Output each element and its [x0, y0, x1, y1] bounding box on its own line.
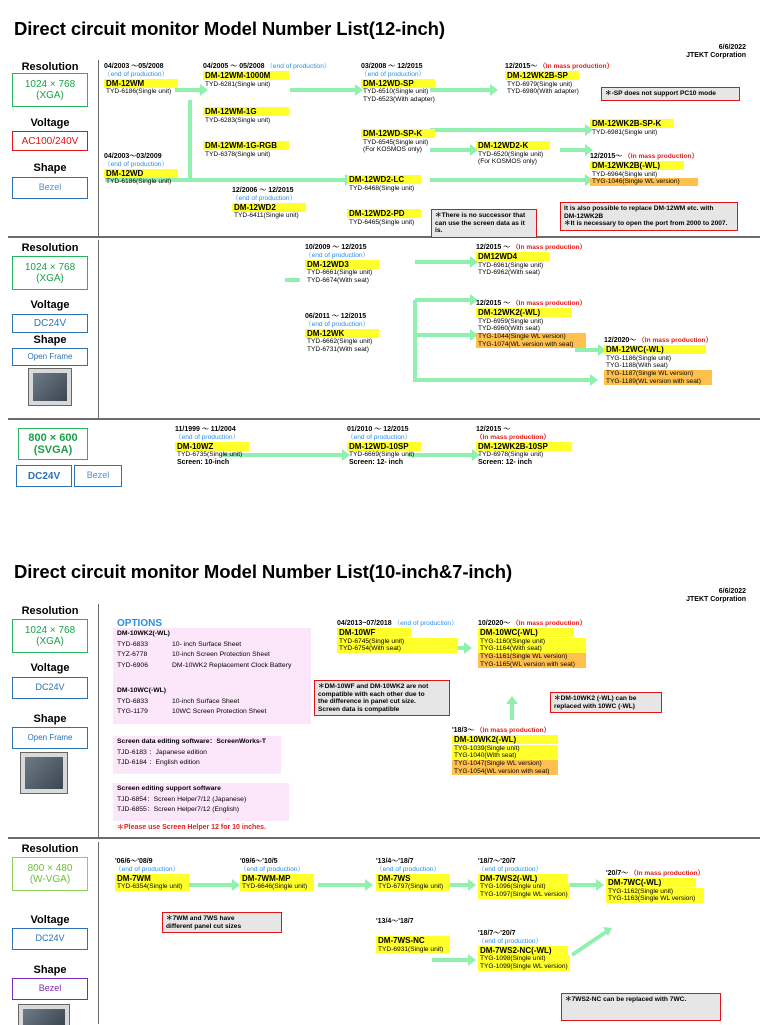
part-number: TYD-6378(Single unit): [205, 150, 271, 158]
part-number-wl: TYG-1187(Single WL version): [604, 370, 712, 378]
production-date: 04/2003 ～05/2008: [104, 63, 164, 70]
model-name: DM-12WK2B-10SP: [476, 442, 572, 451]
screen-size: Screen: 12- inch: [478, 459, 533, 467]
model-name: DM-10WZ: [175, 442, 249, 451]
production-status: （In mass production）: [630, 870, 705, 877]
model-name: DM-12WM: [104, 79, 178, 88]
model-name: DM-7WS-NC: [376, 936, 450, 945]
p1s1-resolution-label: Resolution: [21, 61, 79, 73]
production-status: （end of production）: [266, 63, 331, 70]
part-number-wl: TYG-1046(Single WL version): [590, 178, 698, 186]
production-date: '09/6～'10/5: [240, 858, 278, 865]
option-code: TYZ-6778: [117, 651, 148, 659]
product-dm-10wc-wl: [478, 620, 586, 668]
note-line: compatible with each other due to: [318, 690, 425, 698]
production-date: 12/2015 ～: [476, 244, 511, 251]
model-name: DM-7WS2-NC(-WL): [478, 946, 568, 955]
option-code: TYD-6833: [117, 697, 148, 705]
page2-title: Direct circuit monitor Model Number List(10-inch&7-inch): [14, 561, 513, 582]
part-number: TYD-6662(Single unit): [307, 338, 373, 346]
part-number: TYD-6354(Single unit): [115, 883, 189, 891]
production-status: （end of production）: [115, 866, 180, 874]
option-row: TJD-6855：Screen Helper7/12 (English): [117, 806, 240, 814]
part-number: TYD-6978(Single unit): [478, 451, 544, 459]
model-name: DM-12WD2-LC: [347, 175, 421, 184]
note-text: (For KOSMOS only): [478, 158, 537, 166]
part-number: TYD-6980(With adapter): [507, 88, 579, 96]
part-number: TYD-6960(With seat): [478, 325, 540, 333]
p1s2-shape-label: Shape: [33, 334, 67, 346]
model-name: DM-12WK2(-WL): [476, 308, 572, 317]
part-number: TYG-1099(Single WL version): [480, 963, 568, 971]
production-status: （In mass production）: [512, 300, 587, 307]
p2s2-res-line2: (W-VGA): [29, 874, 71, 885]
option-code: TYD-6906: [117, 661, 148, 669]
production-date: '18/7～'20/7: [478, 930, 516, 937]
production-status: （In mass production）: [476, 434, 551, 442]
production-status: （end of production）: [393, 620, 458, 627]
note-line: Screen data is compatible: [318, 705, 400, 713]
note-10wk2-replace: [550, 692, 662, 713]
production-status: （In mass production）: [512, 244, 587, 251]
part-number: TYD-6931(Single unit): [376, 946, 450, 954]
page1-title: Direct circuit monitor Model Number List(12-inch): [14, 18, 445, 39]
production-date: 04/2005 ～ 05/2008: [203, 63, 265, 70]
p1s2-res-line1: 1024 × 768: [24, 262, 76, 273]
option-code: TYG-1179: [117, 708, 148, 716]
note-line: different panel cut sizes: [166, 922, 242, 930]
note-line: ＊DM-10WK2 (-WL) can be: [554, 695, 637, 702]
p2s2-res-line1: 800 × 480: [27, 863, 73, 874]
model-name: DM-7WM-MP: [240, 874, 314, 883]
part-number: TYG-1160(Single unit): [478, 638, 586, 646]
page2-company: JTEKT Corpration: [686, 596, 746, 603]
product-dm-10wk2-wl: [452, 727, 558, 775]
production-date: '13/4～'18/7: [376, 858, 414, 865]
note-10wf-incompatible: [314, 680, 450, 716]
part-number: TYG-1162(Single unit): [606, 888, 704, 896]
model-name: DM-12WK: [305, 329, 379, 338]
p1s1-shape-label: Shape: [33, 162, 67, 174]
part-number: TYD-6961(Single unit): [478, 261, 544, 269]
model-name: DM-12WD-SP-K: [361, 129, 435, 138]
part-number: TYD-6745(Single unit): [337, 638, 458, 646]
part-number: TYD-6964(Single unit): [592, 170, 658, 178]
part-number: TYD-6545(Single unit): [363, 138, 429, 146]
part-number: TYD-6674(With seat): [307, 277, 369, 285]
production-date: 01/2010 ～ 12/2015: [347, 426, 409, 433]
part-number: TYD-6646(Single unit): [240, 883, 314, 891]
part-number: TYG-1186(Single unit): [606, 354, 672, 362]
p1s2-voltage-label: Voltage: [30, 299, 70, 311]
production-status: （end of production）: [175, 434, 240, 442]
p2s1-res-line1: 1024 × 768: [24, 625, 76, 636]
options-group-title: Screen data editing software：ScreenWorks-T: [117, 738, 267, 745]
model-name: DM-12WD3: [305, 260, 379, 269]
screen-size: Screen: 10-inch: [177, 459, 230, 467]
model-name: DM-12WM-1G: [203, 107, 289, 116]
production-status: （end of production）: [240, 866, 305, 874]
production-status: （end of production）: [478, 866, 543, 874]
part-number: TYD-6510(Single unit): [363, 88, 429, 96]
option-row: TJD-6854：Screen Helper7/12 (Japanese): [117, 795, 247, 803]
part-number-wl: TYG-1189(WL version with seat): [604, 378, 712, 386]
model-name: DM-12WD2: [232, 203, 306, 212]
product-dm-7ws: [376, 858, 450, 891]
p2s2-voltage-label: Voltage: [30, 914, 70, 926]
part-number-wl: TYG-1161(Single WL version): [478, 653, 586, 661]
part-number: TYD-6979(Single unit): [507, 80, 573, 88]
model-name: DM-12WC(-WL): [604, 345, 706, 354]
page1-company: JTEKT Corpration: [686, 52, 746, 59]
part-number: TYD-6281(Single unit): [205, 80, 271, 88]
page2-date: 6/6/2022: [718, 588, 746, 595]
note-line: the difference in panel cut size.: [318, 698, 416, 706]
note-sp-pc10: ＊-SP does not support PC10 mode: [601, 87, 740, 101]
p2s1-res-line2: (XGA): [36, 636, 64, 647]
p2s1-voltage-label: Voltage: [30, 662, 70, 674]
part-number: TYD-6669(Single unit): [349, 451, 415, 459]
p1s3-voltage-box: DC24V: [16, 465, 72, 487]
production-date: 11/1999 ～ 11/2004: [175, 426, 236, 433]
production-status: （In mass production）: [539, 63, 614, 70]
part-number: TYG-1098(Single unit): [478, 955, 570, 963]
production-date: '06/6～'08/9: [115, 858, 153, 865]
model-name: DM-10WF: [337, 628, 411, 637]
p1s1-voltage-box: AC100/240V: [12, 131, 88, 151]
part-number: TYD-6962(With seat): [478, 269, 540, 277]
part-number: TYD-6186(Single unit): [106, 178, 172, 186]
production-date: '18/3～: [452, 727, 475, 734]
option-row: TJD-6183 ：Japanese edition: [117, 748, 207, 756]
note-line: replaced with 10WC (-WL): [554, 702, 635, 710]
part-number: TYG-1040(With seat): [452, 752, 558, 760]
part-number: TYG-1039(Single unit): [452, 745, 558, 753]
p1s2-resolution-label: Resolution: [21, 242, 79, 254]
p1s1-res-line1: 1024 × 768: [24, 79, 76, 90]
options-group-title: DM-10WK2(-WL): [117, 630, 170, 637]
production-date: 06/2011 ～ 12/2015: [305, 313, 367, 320]
part-number: TYD-6186(Single unit): [106, 88, 172, 96]
p1s3-res-line2: (SVGA): [33, 444, 73, 456]
production-date: 10/2020～: [478, 620, 511, 627]
production-status: （end of production）: [104, 71, 169, 79]
production-date: 12/2015 ～: [476, 300, 511, 307]
part-number: TYD-6731(With seat): [307, 346, 369, 354]
note-line: DM-12WK2B: [564, 212, 604, 220]
production-date: '20/7～: [606, 870, 629, 877]
production-date: 12/2015～: [590, 153, 623, 160]
p1s2-shape-box: Open Frame: [12, 348, 88, 366]
part-number: TYD-6959(Single unit): [478, 317, 544, 325]
note-line: ＊7WM and 7WS have: [166, 915, 235, 922]
option-desc: 10-inch Screen Protection Sheet: [172, 651, 270, 659]
part-number: TYD-6465(Single unit): [349, 218, 415, 226]
p1s1-voltage-label: Voltage: [30, 117, 70, 129]
production-status: （end of production）: [478, 938, 543, 946]
part-number: TYD-6523(With adapter): [363, 96, 435, 104]
screen-size: Screen: 12- inch: [349, 459, 404, 467]
production-status: （end of production）: [232, 195, 297, 203]
p1s2-res-line2: (XGA): [36, 273, 64, 284]
model-name: DM-12WK2B-SP-K: [590, 119, 674, 128]
p2s2-voltage-box: DC24V: [12, 928, 88, 950]
p2s1-resolution-label: Resolution: [21, 605, 79, 617]
part-number: TYD-6735(Single unit): [177, 451, 243, 459]
part-number: TYD-6981(Single unit): [592, 128, 658, 136]
note-7wm-7ws-panel: [162, 912, 282, 933]
part-number-wl: TYG-1047(Single WL version): [452, 760, 558, 768]
model-name: DM-12WK2B(-WL): [590, 161, 684, 170]
model-name: DM-12WM-1000M: [203, 71, 289, 80]
model-name: DM-10WK2(-WL): [452, 735, 558, 744]
part-number: TYD-6797(Single unit): [376, 883, 450, 891]
part-number: TYG-1163(Single WL version): [606, 895, 704, 903]
product-dm-7wc-wl: [606, 870, 704, 903]
production-status: （end of production）: [376, 866, 441, 874]
product-dm-7ws2-nc-wl: [478, 930, 570, 971]
part-number: TYD-6411(Single unit): [234, 212, 299, 220]
option-desc: 10WC Screen Protection Sheet: [172, 708, 267, 716]
model-name: DM-12WD-10SP: [347, 442, 421, 451]
production-date: 12/2015 ～: [476, 426, 511, 433]
model-name: DM-7WM: [115, 874, 189, 883]
options-group-title: DM-10WC(-WL): [117, 687, 167, 694]
options-warning: ＊Please use Screen Helper 12 for 10 inches.: [117, 824, 267, 831]
p1s2-voltage-box: DC24V: [12, 314, 88, 333]
model-name: DM-12WD: [104, 169, 178, 178]
part-number: TYD-6754(With seat): [337, 645, 458, 653]
note-text: (For KOSMOS only): [363, 146, 422, 154]
model-name: DM-12WD-SP: [361, 79, 435, 88]
part-number: TYD-6283(Single unit): [205, 116, 271, 124]
model-name: DM-12WD2-PD: [347, 209, 421, 218]
model-name: DM-10WC(-WL): [478, 628, 574, 637]
model-name: DM12WD4: [476, 252, 550, 261]
options-title: OPTIONS: [117, 618, 163, 629]
p2s2-shape-box: Bezel: [12, 978, 88, 1000]
p2s1-shape-box: Open Frame: [12, 727, 88, 749]
part-number-wl: TYG-1044(Single WL version): [476, 333, 586, 341]
production-status: （end of production）: [305, 252, 370, 260]
p1s1-shape-box: Bezel: [12, 177, 88, 199]
production-status: （end of production）: [305, 321, 370, 329]
note-line: ＊There is no successor that: [435, 212, 526, 219]
part-number: TYD-6520(Single unit): [478, 150, 544, 158]
p1s3-res-line1: 800 × 600: [28, 431, 78, 444]
part-number-wl: TYG-1074(WL version with seat): [476, 341, 586, 349]
product-dm-10wf: [337, 620, 458, 653]
part-number-wl: TYG-1054(WL version with seat): [452, 768, 558, 776]
production-status: （In mass production）: [512, 620, 587, 627]
page1-date: 6/6/2022: [718, 44, 746, 51]
model-name: DM-7WS: [376, 874, 450, 883]
product-dm-7wm-mp: [240, 858, 314, 891]
production-date: 12/2015～: [505, 63, 538, 70]
p1s1-res-line2: (XGA): [36, 90, 64, 101]
model-name: DM-12WD2-K: [476, 141, 550, 150]
option-desc: 10-inch Surface Sheet: [172, 697, 240, 705]
production-status: （end of production）: [347, 434, 412, 442]
p2s2-resolution-label: Resolution: [21, 843, 79, 855]
product-dm-7ws-nc: [376, 918, 450, 953]
production-status: （In mass production）: [638, 337, 713, 344]
part-number-wl: TYG-1165(WL version with seat): [478, 661, 586, 669]
model-name: DM-12WK2B-SP: [505, 71, 579, 80]
option-desc: 10- inch Surface Sheet: [172, 640, 242, 648]
production-status: （end of production）: [361, 71, 426, 79]
production-date: 12/2020～: [604, 337, 637, 344]
production-date: '18/7～'20/7: [478, 858, 516, 865]
production-date: 10/2009 ～ 12/2015: [305, 244, 367, 251]
part-number: TYG-1188(With seat): [606, 362, 668, 370]
part-number: TYG-1096(Single unit): [478, 883, 570, 891]
note-line: ＊DM-10WF and DM-10WK2 are not: [318, 683, 429, 690]
part-number: TYG-1097(Single WL version): [480, 891, 568, 899]
note-line: can use the screen data as it is.: [435, 219, 525, 235]
p2s2-shape-label: Shape: [33, 964, 67, 976]
model-name: DM-12WM-1G-RGB: [203, 141, 289, 150]
production-date: 03/2008 ～ 12/2015: [361, 63, 423, 70]
product-dm-7ws2-wl: [478, 858, 570, 899]
production-status: （In mass production）: [624, 153, 699, 160]
note-line: ＊It is necessary to open the port from 2000 to 2007.: [564, 220, 728, 228]
product-dm-7wm: [115, 858, 189, 891]
production-date: 04/2013~07/2018: [337, 620, 392, 627]
option-code: TYD-6833: [117, 640, 148, 648]
note-7ws2-nc-replace: ＊7WS2-NC can be replaced with 7WC.: [561, 993, 721, 1021]
production-date: 04/2003～03/2009: [104, 153, 162, 160]
option-desc: DM-10WK2 Replacement Clock Battery: [172, 661, 292, 669]
production-status: （In mass production）: [476, 727, 551, 734]
model-name: DM-7WC(-WL): [606, 878, 696, 887]
options-group-title: Screen editing support software: [117, 785, 221, 792]
part-number: TYD-6468(Single unit): [349, 184, 415, 192]
production-status: （end of production）: [104, 161, 169, 169]
model-name: DM-7WS2(-WL): [478, 874, 568, 883]
production-date: 12/2006 ～ 12/2015: [232, 187, 294, 194]
part-number: TYG-1164(With seat): [478, 645, 586, 653]
production-date: '13/4～'18/7: [376, 918, 414, 925]
p2s1-shape-label: Shape: [33, 713, 67, 725]
part-number: TYD-6661(Single unit): [307, 269, 373, 277]
option-row: TJD-6184 ：English edition: [117, 759, 200, 767]
p1s3-shape-box: Bezel: [74, 465, 122, 487]
p2s1-voltage-box: DC24V: [12, 677, 88, 699]
note-line: It is also possible to replace DM-12WM etc. with: [564, 205, 714, 212]
